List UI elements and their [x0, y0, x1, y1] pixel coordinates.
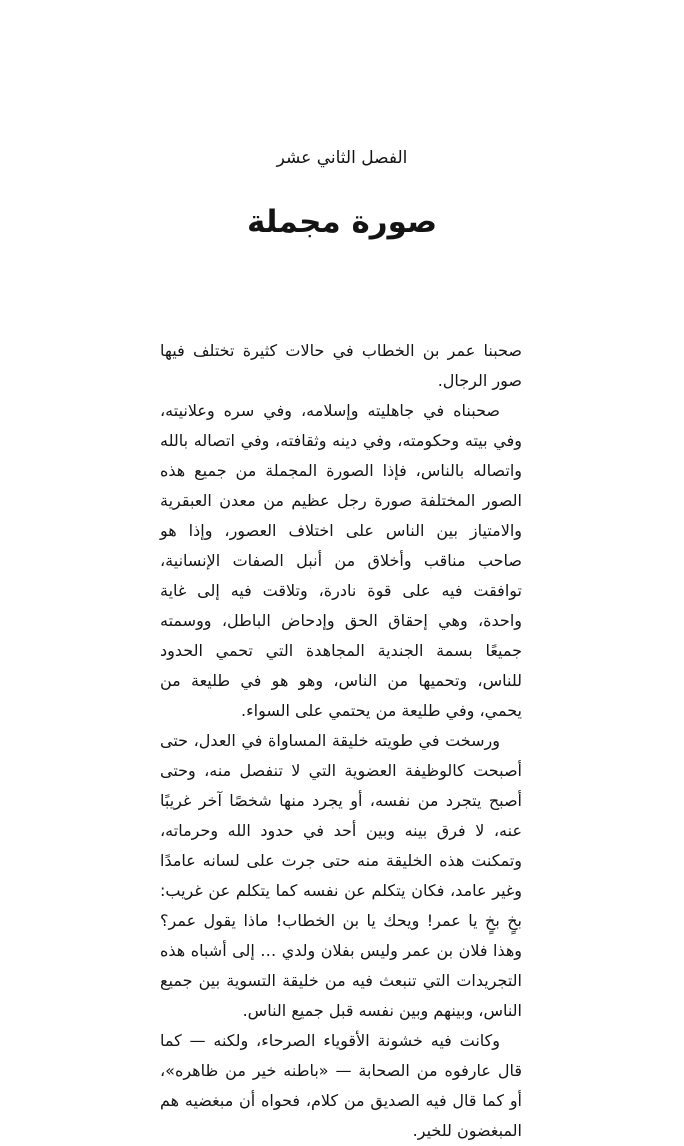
paragraph: وكانت فيه خشونة الأقوياء الصرحاء، ولكنه — كما قال عارفوه من الصحابة — «باطنه خير من ظاهره»، أو كما قال فيه الصديق من كلام، فحواه أن مبغضيه هم المبغضون للخير. [160, 1031, 522, 1140]
paragraph: صحبنا عمر بن الخطاب في حالات كثيرة تختلف فيها صور الرجال. [160, 341, 522, 390]
body-text [160, 336, 522, 1146]
chapter-title: صورة مجملة [246, 204, 438, 240]
paragraph: صحبناه في جاهليته وإسلامه، وفي سره وعلانيته، وفي بيته وحكومته، وفي دينه وثقافته، وفي اتصاله بالله واتصاله بالناس، فإذا الصورة المجملة من جميع هذه الصور المختلفة صورة رجل عظيم من معدن العبقرية والامتياز بين الناس على اختلاف العصور، وإذا هو صاحب مناقب وأخلاق من أنبل الصفات الإنسانية، توافقت فيه على قوة نادرة، وتلاقت فيه إلى غاية واحدة، وهي إحقاق الحق وإدحاض الباطل، ووسمته جميعًا بسمة الجندية المجاهدة التي تحمي الحدود للناس، وتحميها من الناس، وهو هو في طليعة من يحمي، وفي طليعة من يحتمي على السواء. [160, 401, 522, 720]
paragraph: ورسخت في طويته خليقة المساواة في العدل، حتى أصبحت كالوظيفة العضوية التي لا تنفصل منه، وحتى أصبح يتجرد من نفسه، أو يجرد منها شخصًا آخر غريبًا عنه، لا فرق بينه وبين أحد في حدود الله وحرماته، وتمكنت هذه الخليقة منه حتى جرت على لسانه عامدًا وغير عامد، فكان يتكلم عن نفسه كما يتكلم عن غريب: بخٍ بخٍ يا عمر! ويحك يا بن الخطاب! ماذا يقول عمر؟ وهذا فلان بن عمر وليس بفلان ولدي … إلى أشباه هذه التجريدات التي تنبعث فيه من خليقة التسوية بين جميع الناس، وبينهم وبين نفسه قبل جميع الناس. [160, 731, 522, 1020]
chapter-label: الفصل الثاني عشر [276, 148, 408, 168]
